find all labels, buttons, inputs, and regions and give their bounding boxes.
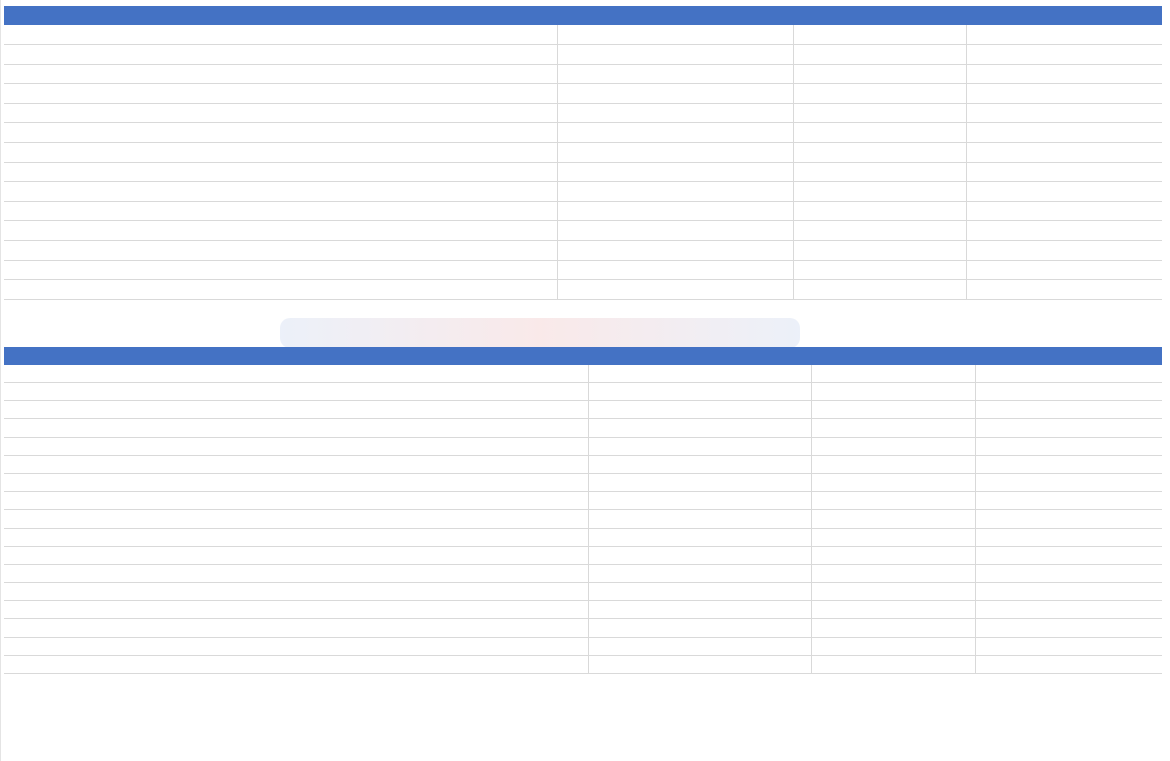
table-row	[4, 280, 1162, 300]
abril-cell-facilitador	[966, 182, 1162, 202]
table-row	[4, 419, 1162, 437]
table-row	[4, 510, 1162, 528]
mayo-cell-fecha	[588, 401, 811, 419]
abril-cell-nombre	[4, 45, 557, 65]
table-row	[4, 142, 1162, 162]
abril-cell-facilitador	[966, 123, 1162, 143]
mayo-cell-facilitador	[975, 583, 1162, 601]
abril-cell-nombre	[4, 201, 557, 221]
mayo-cell-nombre	[4, 455, 588, 473]
abril-cell-horario	[793, 182, 966, 202]
mayo-cell-facilitador	[975, 637, 1162, 655]
abril-header-nombre	[4, 25, 557, 45]
abril-cell-horario	[793, 123, 966, 143]
abril-cell-fecha	[557, 123, 793, 143]
table-row	[4, 528, 1162, 546]
mayo-cell-horario	[811, 437, 975, 455]
table-row	[4, 601, 1162, 619]
mayo-cell-nombre	[4, 546, 588, 564]
table-row	[4, 182, 1162, 202]
mayo-cell-horario	[811, 401, 975, 419]
mayo-cell-horario	[811, 619, 975, 637]
mayo-cell-horario	[811, 473, 975, 491]
mayo-cell-fecha	[588, 528, 811, 546]
mayo-cell-nombre	[4, 383, 588, 401]
abril-cell-facilitador	[966, 201, 1162, 221]
abril-cell-horario	[793, 162, 966, 182]
abril-cell-nombre	[4, 221, 557, 241]
mayo-cell-horario	[811, 419, 975, 437]
abril-cell-horario	[793, 45, 966, 65]
abril-cell-fecha	[557, 103, 793, 123]
mayo-cell-nombre	[4, 510, 588, 528]
abril-header-fecha	[557, 25, 793, 45]
abril-cell-facilitador	[966, 240, 1162, 260]
mayo-cell-nombre	[4, 619, 588, 637]
mayo-title	[4, 347, 1162, 365]
abril-cell-facilitador	[966, 103, 1162, 123]
table-row	[4, 492, 1162, 510]
mayo-cell-facilitador	[975, 619, 1162, 637]
mayo-cell-nombre	[4, 419, 588, 437]
mayo-cell-facilitador	[975, 601, 1162, 619]
mayo-cell-facilitador	[975, 383, 1162, 401]
abril-cell-facilitador	[966, 84, 1162, 104]
table-row	[4, 473, 1162, 491]
abril-cell-horario	[793, 280, 966, 300]
mayo-cell-horario	[811, 383, 975, 401]
mayo-cell-fecha	[588, 419, 811, 437]
mayo-cell-fecha	[588, 583, 811, 601]
mayo-cell-fecha	[588, 564, 811, 582]
mayo-cell-nombre	[4, 637, 588, 655]
mayo-cell-horario	[811, 655, 975, 673]
mayo-cell-fecha	[588, 637, 811, 655]
abril-cell-facilitador	[966, 260, 1162, 280]
mayo-cell-horario	[811, 637, 975, 655]
mayo-header-nombre	[4, 365, 588, 383]
mayo-cell-horario	[811, 510, 975, 528]
abril-cell-facilitador	[966, 280, 1162, 300]
abril-cell-fecha	[557, 45, 793, 65]
mayo-cell-horario	[811, 455, 975, 473]
mayo-header-row	[4, 365, 1162, 383]
abril-cell-facilitador	[966, 45, 1162, 65]
table-row	[4, 546, 1162, 564]
abril-cell-facilitador	[966, 142, 1162, 162]
table-row	[4, 123, 1162, 143]
mayo-cell-facilitador	[975, 419, 1162, 437]
mayo-cell-fecha	[588, 655, 811, 673]
mayo-cell-horario	[811, 583, 975, 601]
mayo-cell-facilitador	[975, 546, 1162, 564]
abril-cell-horario	[793, 201, 966, 221]
mayo-cell-facilitador	[975, 437, 1162, 455]
table-abril	[4, 6, 1162, 300]
mayo-cell-facilitador	[975, 455, 1162, 473]
mayo-header-horario	[811, 365, 975, 383]
table-row	[4, 455, 1162, 473]
mayo-cell-horario	[811, 564, 975, 582]
mayo-cell-horario	[811, 528, 975, 546]
mayo-cell-fecha	[588, 492, 811, 510]
abril-cell-nombre	[4, 260, 557, 280]
table-row	[4, 221, 1162, 241]
table-row	[4, 401, 1162, 419]
mayo-cell-facilitador	[975, 564, 1162, 582]
table-row	[4, 619, 1162, 637]
abril-cell-horario	[793, 260, 966, 280]
mayo-cell-facilitador	[975, 473, 1162, 491]
mayo-cell-fecha	[588, 510, 811, 528]
table-row	[4, 64, 1162, 84]
abril-header-row	[4, 25, 1162, 45]
abril-cell-nombre	[4, 182, 557, 202]
mayo-cell-horario	[811, 601, 975, 619]
mayo-cell-facilitador	[975, 510, 1162, 528]
abril-cell-fecha	[557, 142, 793, 162]
table-row	[4, 564, 1162, 582]
table-row	[4, 103, 1162, 123]
abril-cell-fecha	[557, 280, 793, 300]
abril-cell-nombre	[4, 64, 557, 84]
abril-title-row	[4, 6, 1162, 25]
abril-cell-nombre	[4, 142, 557, 162]
mayo-cell-fecha	[588, 601, 811, 619]
abril-cell-horario	[793, 142, 966, 162]
abril-cell-fecha	[557, 201, 793, 221]
mayo-cell-nombre	[4, 473, 588, 491]
abril-cell-fecha	[557, 260, 793, 280]
abril-cell-fecha	[557, 182, 793, 202]
mayo-cell-facilitador	[975, 401, 1162, 419]
mayo-cell-nombre	[4, 583, 588, 601]
mayo-title-row	[4, 347, 1162, 365]
table-row	[4, 383, 1162, 401]
table-row	[4, 45, 1162, 65]
abril-cell-nombre	[4, 84, 557, 104]
mayo-cell-horario	[811, 546, 975, 564]
abril-cell-facilitador	[966, 221, 1162, 241]
mayo-cell-fecha	[588, 473, 811, 491]
table-row	[4, 240, 1162, 260]
table-row	[4, 201, 1162, 221]
abril-cell-horario	[793, 64, 966, 84]
table-mayo	[4, 347, 1162, 674]
mayo-cell-fecha	[588, 546, 811, 564]
mayo-cell-facilitador	[975, 528, 1162, 546]
mayo-cell-nombre	[4, 655, 588, 673]
mayo-cell-nombre	[4, 601, 588, 619]
mayo-cell-nombre	[4, 437, 588, 455]
mayo-cell-fecha	[588, 383, 811, 401]
mayo-header-fecha	[588, 365, 811, 383]
background-watermark	[280, 318, 800, 348]
table-row	[4, 583, 1162, 601]
abril-cell-nombre	[4, 280, 557, 300]
abril-header-horario	[793, 25, 966, 45]
abril-cell-facilitador	[966, 64, 1162, 84]
abril-cell-nombre	[4, 240, 557, 260]
mayo-cell-nombre	[4, 564, 588, 582]
mayo-cell-facilitador	[975, 492, 1162, 510]
abril-cell-fecha	[557, 162, 793, 182]
mayo-header-facilitador	[975, 365, 1162, 383]
abril-cell-nombre	[4, 123, 557, 143]
table-row	[4, 162, 1162, 182]
abril-cell-horario	[793, 84, 966, 104]
mayo-cell-nombre	[4, 401, 588, 419]
abril-cell-fecha	[557, 221, 793, 241]
mayo-cell-facilitador	[975, 655, 1162, 673]
abril-cell-fecha	[557, 240, 793, 260]
abril-title	[4, 6, 1162, 25]
mayo-cell-horario	[811, 492, 975, 510]
table-row	[4, 655, 1162, 673]
table-row	[4, 84, 1162, 104]
mayo-cell-nombre	[4, 528, 588, 546]
abril-cell-fecha	[557, 84, 793, 104]
abril-cell-nombre	[4, 103, 557, 123]
abril-cell-fecha	[557, 64, 793, 84]
abril-cell-nombre	[4, 162, 557, 182]
abril-cell-horario	[793, 240, 966, 260]
table-row	[4, 637, 1162, 655]
abril-cell-horario	[793, 103, 966, 123]
abril-header-facilitador	[966, 25, 1162, 45]
abril-cell-horario	[793, 221, 966, 241]
abril-cell-facilitador	[966, 162, 1162, 182]
table-row	[4, 437, 1162, 455]
table-row	[4, 260, 1162, 280]
mayo-cell-fecha	[588, 437, 811, 455]
mayo-cell-fecha	[588, 619, 811, 637]
mayo-cell-nombre	[4, 492, 588, 510]
mayo-cell-fecha	[588, 455, 811, 473]
